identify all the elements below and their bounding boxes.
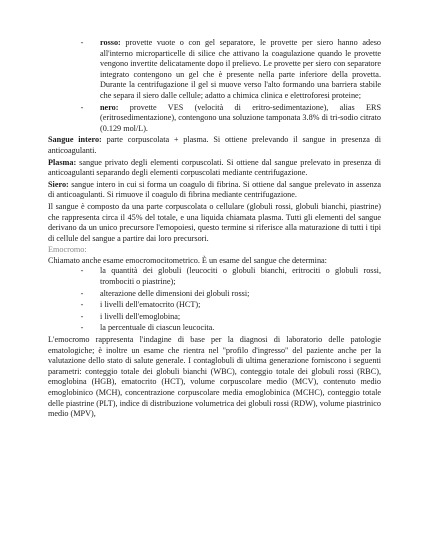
definition-paragraph xyxy=(48,180,381,201)
list-item-text: la percentuale di ciascun leucocita. xyxy=(100,323,215,333)
definition-term: Siero: xyxy=(48,179,69,189)
definition-text: sangue privato degli elementi corpuscolati. Si ottiene dal sangue prelevato in presenza di anticoagulanti separando degli elementi corpuscolati mediante centrifugazione. xyxy=(48,157,381,178)
emocromo-intro: Chiamato anche esame emocromocitometrico. È un esame del sangue che determina: xyxy=(48,255,327,265)
list-item-term: rosso: xyxy=(100,38,121,47)
bullet-marker: - xyxy=(80,288,84,298)
bullet-marker: - xyxy=(80,38,84,47)
tube-color-list xyxy=(48,38,381,134)
definition-paragraph xyxy=(48,135,381,156)
list-item-text: i livelli dell'ematocrito (HCT); xyxy=(100,300,201,310)
definition-term: Plasma: xyxy=(48,157,77,167)
composition-paragraph: Il sangue è composto da una parte corpuscolata o cellulare (globuli rossi, globuli bianchi, piastrine) che rappresenta circa il 45% del totale, e una liquida chiamata plasma. Tutti gli elementi del sangue derivano da un unico precursore l'emopoiesi, questo termine si riferisce alla maturazione di tutti i tipi di cellule del sangue a partire dai loro precursori. xyxy=(48,201,381,243)
list-item-text: provette VES (velocità di eritro-sedimentazione), alias ERS (eritrosedimentazione), contengono una soluzione tamponata 3.8% di tri-sodio citrato (0.129 mol/L). xyxy=(100,102,381,133)
list-item xyxy=(76,289,381,300)
bullet-marker: - xyxy=(80,300,84,310)
list-item-term: nero: xyxy=(100,102,119,112)
list-item xyxy=(76,300,381,311)
bullet-marker: - xyxy=(80,311,84,321)
definition-text: sangue intero in cui si forma un coagulo di fibrina. Si ottiene dal sangue prelevato in assenza di anticoagulanti. Si rimuove il coagulo di fibrina mediante centrifugazione. xyxy=(48,179,381,200)
list-item xyxy=(76,266,381,287)
bullet-marker: - xyxy=(80,102,84,112)
bullet-marker: - xyxy=(80,323,84,333)
list-item xyxy=(76,38,381,102)
definition-paragraph xyxy=(48,158,381,179)
list-item xyxy=(76,312,381,323)
list-item-text: provette vuote o con gel separatore, le provette per siero hanno adeso all'interno microparticelle di silice che attivano la coagulazione quando le provette vengono invertite delicatamente dopo il prelievo. Le provette per siero con separatore integrato contengono un gel che è presente nella parte inferiore della provetta. Durante la centrifugazione il gel si muove verso l'alto formando una barriera stabile che separa il siero dalle cellule; adatto a chimica clinica e elettroforesi proteine; xyxy=(100,38,381,100)
emocromo-list xyxy=(48,266,381,334)
definition-text: parte corpuscolata + plasma. Si ottiene prelevando il sangue in presenza di anticoagulanti. xyxy=(48,135,382,155)
definition-term: Sangue intero: xyxy=(48,135,102,145)
list-item-text: la quantità dei globuli (leucociti o globuli bianchi, eritrociti o globuli rossi, trombociti o piastrine); xyxy=(100,266,381,287)
list-item-text: i livelli dell'emoglobina; xyxy=(100,311,181,321)
list-item xyxy=(76,103,381,135)
section-heading: Emocromo: xyxy=(48,245,87,255)
final-paragraph: L'emocromo rappresenta l'indagine di base per la diagnosi di laboratorio delle patologie ematologiche; è inoltre un esame che rientra nel "profilo d'ingresso" del paziente anche per la valutazione dello stato di salute generale. I contaglobuli di ultima generazione forniscono i seguenti parametri: conteggio totale dei globuli bianchi (WBC), conteggio totale dei globuli rossi (RBC), emoglobina (HGB), ematocrito (HCT), volume corpuscolare medio (MCV), contenuto medio emoglobinico (MCH), concentrazione corpuscolare media emoglobinica (MCHC), conteggio totale delle piastrine (PLT), indice di distribuzione volumetrica dei globuli rossi (RDW), volume piastrinico medio (MPV), xyxy=(48,335,381,419)
list-item xyxy=(76,323,381,334)
list-item-text: alterazione delle dimensioni dei globuli rossi; xyxy=(100,288,250,298)
bullet-marker: - xyxy=(80,266,84,276)
